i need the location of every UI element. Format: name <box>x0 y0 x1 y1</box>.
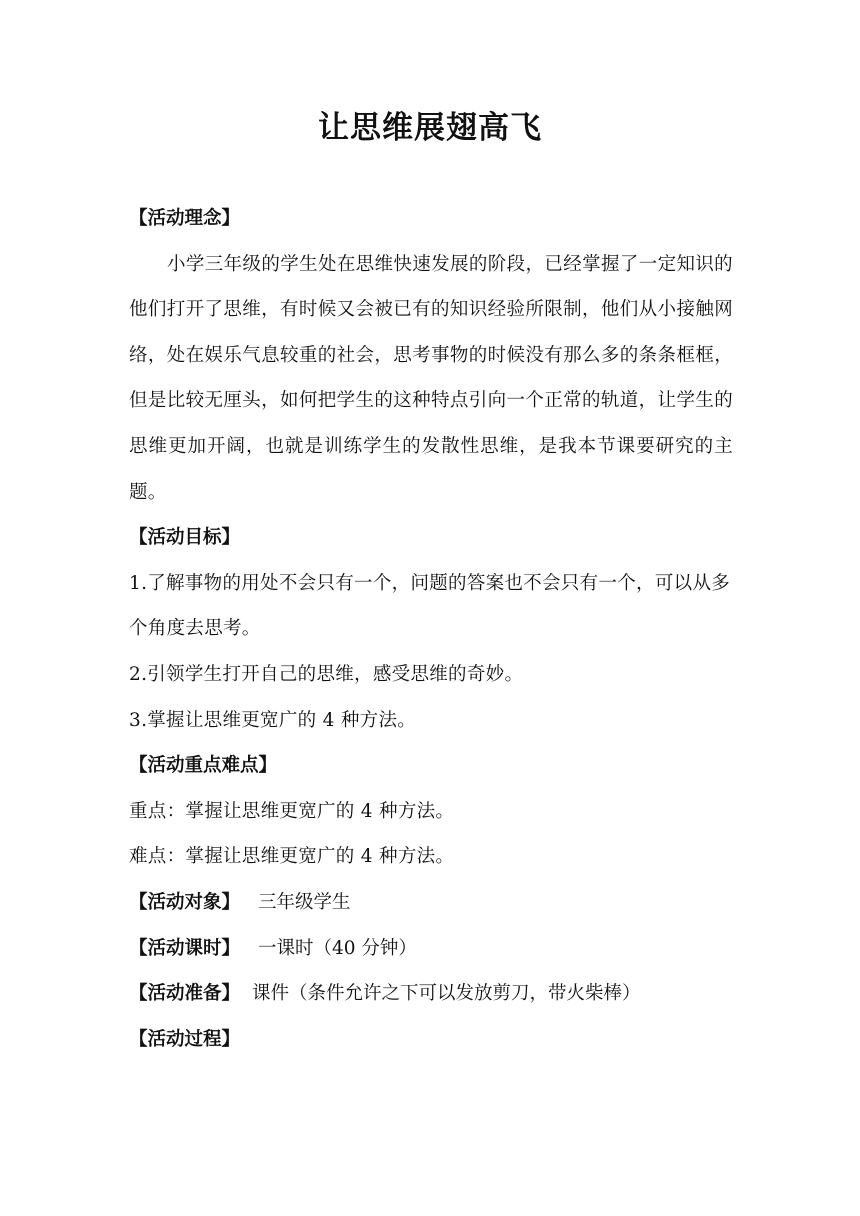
target-label: 【活动对象】 <box>129 891 241 913</box>
process-heading: 【活动过程】 <box>129 1028 241 1050</box>
concept-paragraph: 小学三年级的学生处在思维快速发展的阶段，已经掌握了一定知识的他们打开了思维，有时候又会被已有的知识经验所限制，他们从小接触网络，处在娱乐气息较重的社会，思考事物的时候没有那么多的条条框框，但是比较无厘头，如何把学生的这种特点引向一个正常的轨道，让学生的思维更加开阔，也就是训练学生的发散性思维，是我本节课要研究的主题。 <box>129 253 733 503</box>
time-label: 【活动课时】 <box>129 937 241 959</box>
difficult-point: 难点：掌握让思维更宽广的 4 种方法。 <box>129 846 455 868</box>
document-title: 让思维展翅高飞 <box>318 110 542 146</box>
concept-heading: 【活动理念】 <box>129 208 241 229</box>
prep-value: 课件（条件允许之下可以发放剪刀，带火柴棒） <box>252 983 641 1005</box>
target-row <box>129 880 733 926</box>
time-row <box>129 926 733 972</box>
goal-item-2: 2.引领学生打开自己的思维，感受思维的奇妙。 <box>129 663 524 685</box>
goals-heading: 【活动目标】 <box>129 527 241 549</box>
key-points-heading: 【活动重点难点】 <box>129 755 278 777</box>
key-point: 重点：掌握让思维更宽广的 4 种方法。 <box>129 800 455 822</box>
prep-row <box>129 971 733 1017</box>
time-value: 一课时（40 分钟） <box>258 937 417 959</box>
goal-item-1: 1.了解事物的用处不会只有一个，问题的答案也不会只有一个，可以从多个角度去思考。 <box>129 572 731 640</box>
target-value: 三年级学生 <box>258 891 351 913</box>
document-body <box>129 196 733 1062</box>
prep-label: 【活动准备】 <box>129 983 241 1005</box>
goal-item-3: 3.掌握让思维更宽广的 4 种方法。 <box>129 709 417 731</box>
